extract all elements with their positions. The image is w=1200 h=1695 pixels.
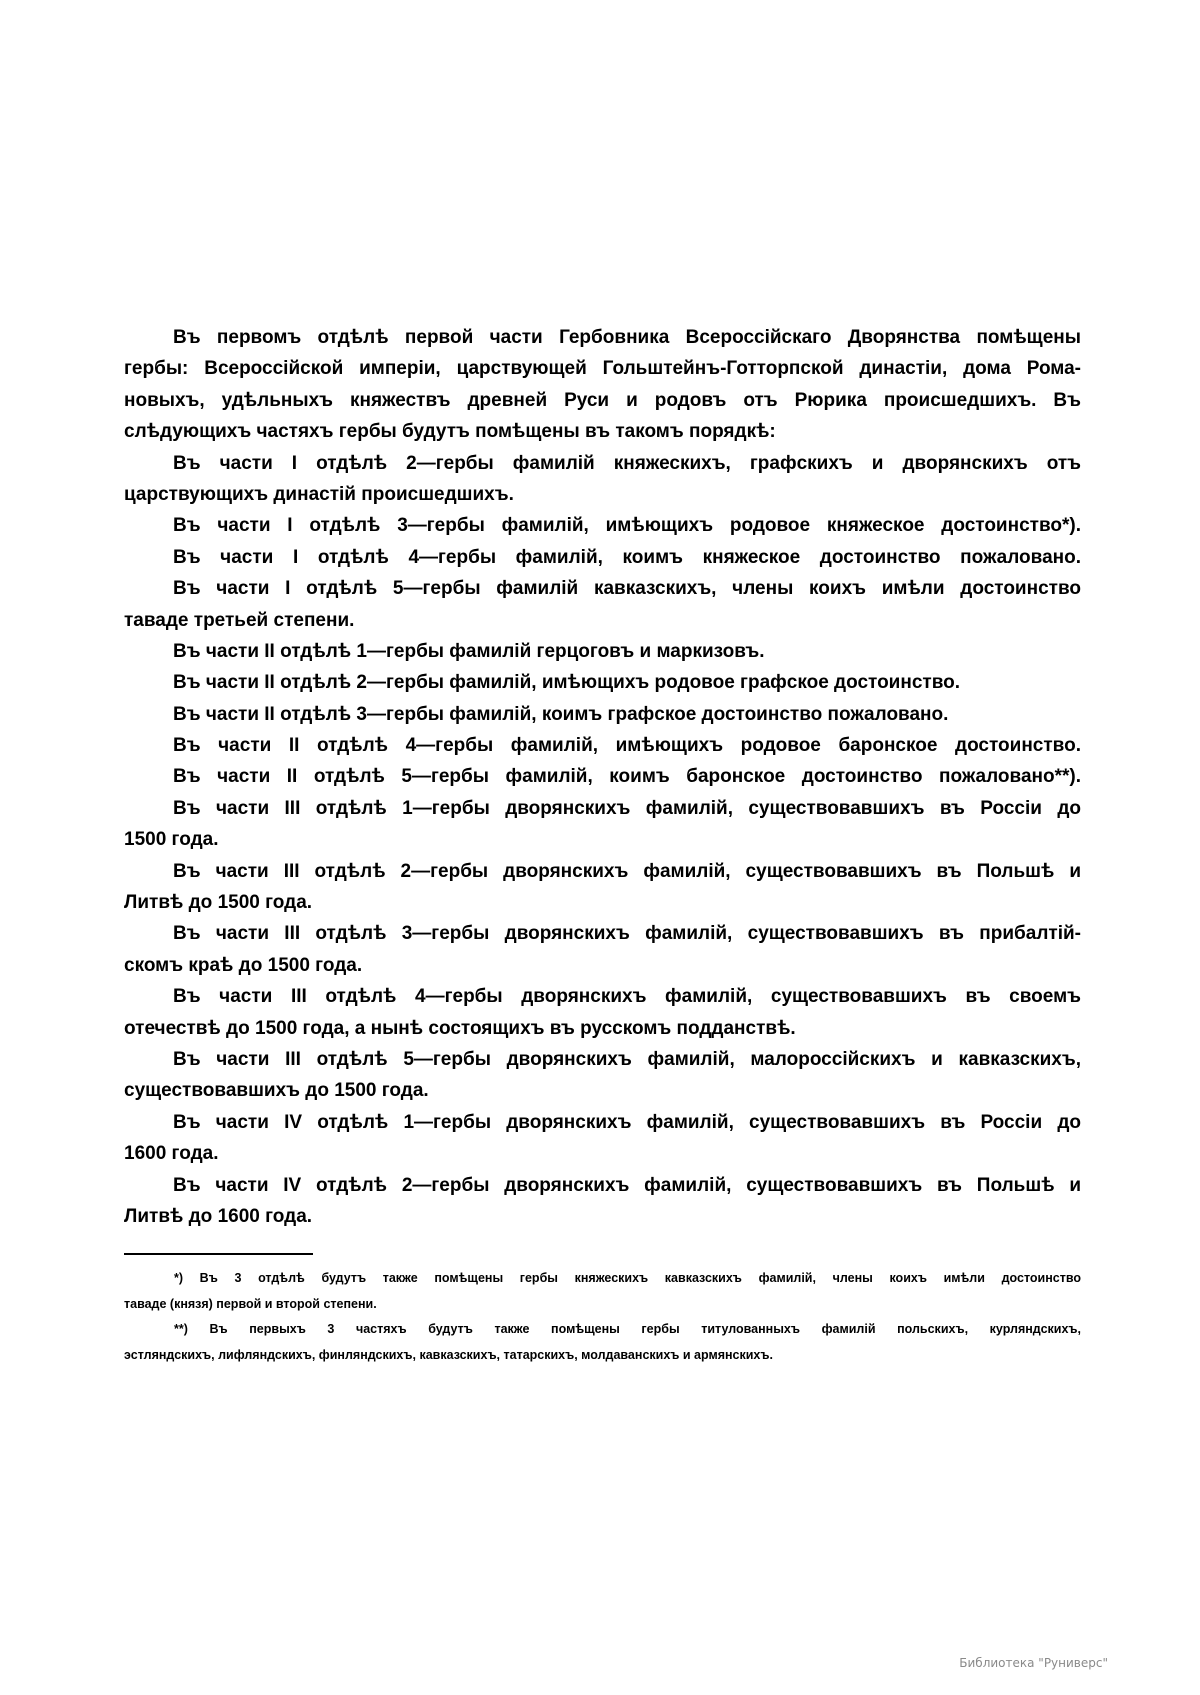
footnote-line: *) Въ 3 отдѣлѣ будутъ также помѣщены гербы княжескихъ кавказскихъ фамилій, члены коихъ имѣли достоинство [174, 1271, 1081, 1285]
text-line: 1600 года. [124, 1143, 219, 1165]
text-line: новыхъ, удѣльныхъ княжествъ древней Руси и родовъ отъ Рюрика происшедшихъ. Въ [124, 389, 1081, 411]
text-line: Въ части I отдѣлѣ 4—гербы фамилій, коимъ княжеское достоинство пожаловано. [173, 546, 1081, 568]
text-line: Въ части III отдѣлѣ 2—гербы дворянскихъ фамилій, существовавшихъ въ Польшѣ и [173, 860, 1081, 882]
library-watermark: Библиотека "Руниверс" [959, 1656, 1108, 1670]
text-line: скомъ краѣ до 1500 года. [124, 954, 363, 976]
text-line: гербы: Всероссійской имперіи, царствующей Гольштейнъ-Готторпской династіи, дома Рома- [124, 358, 1081, 380]
text-line: Въ части III отдѣлѣ 3—гербы дворянскихъ фамилій, существовавшихъ въ прибалтій- [173, 923, 1081, 945]
text-line: Въ части III отдѣлѣ 5—гербы дворянскихъ фамилій, малороссійскихъ и кавказскихъ, [173, 1048, 1081, 1070]
text-line: Въ части III отдѣлѣ 1—гербы дворянскихъ фамилій, существовавшихъ въ Россіи до [173, 797, 1081, 819]
footnote-line: **) Въ первыхъ 3 частяхъ будутъ также помѣщены гербы титулованныхъ фамилій польскихъ, курляндскихъ, [174, 1322, 1081, 1336]
text-line: Въ части I отдѣлѣ 2—гербы фамилій княжескихъ, графскихъ и дворянскихъ отъ [173, 452, 1081, 474]
text-line: Въ части IV отдѣлѣ 1—гербы дворянскихъ фамилій, существовавшихъ въ Россіи до [173, 1111, 1081, 1133]
text-line: 1500 года. [124, 829, 219, 851]
text-line: Въ части IV отдѣлѣ 2—гербы дворянскихъ фамилій, существовавшихъ въ Польшѣ и [173, 1174, 1081, 1196]
text-line: Въ части II отдѣлѣ 1—гербы фамилій герцоговъ и маркизовъ. [173, 640, 765, 662]
text-line: Въ части II отдѣлѣ 5—гербы фамилій, коимъ баронское достоинство пожаловано**). [173, 766, 1081, 788]
text-line: слѣдующихъ частяхъ гербы будутъ помѣщены въ такомъ порядкѣ: [124, 421, 776, 443]
text-line: Въ части II отдѣлѣ 4—гербы фамилій, имѣющихъ родовое баронское достоинство. [173, 735, 1081, 757]
main-text [124, 322, 1081, 1232]
text-line: Въ части III отдѣлѣ 4—гербы дворянскихъ фамилій, существовавшихъ въ своемъ [173, 986, 1081, 1008]
text-line: Въ первомъ отдѣлѣ первой части Гербовника Всероссійскаго Дворянства помѣщены [173, 327, 1081, 348]
footnotes [124, 1266, 1081, 1368]
footnote-line: эстляндскихъ, лифляндскихъ, финляндскихъ, кавказскихъ, татарскихъ, молдаванскихъ и армянскихъ. [124, 1347, 773, 1362]
footnote-divider [124, 1253, 313, 1255]
text-line: Въ части II отдѣлѣ 2—гербы фамилій, имѣющихъ родовое графское достоинство. [173, 672, 961, 694]
text-line: царствующихъ династій происшедшихъ. [124, 483, 514, 505]
text-line: Литвѣ до 1500 года. [124, 892, 313, 914]
text-line: существовавшихъ до 1500 года. [124, 1080, 429, 1102]
text-line: таваде третьей степени. [124, 609, 355, 631]
footnote-line: таваде (князя) первой и второй степени. [124, 1296, 377, 1311]
text-line: Литвѣ до 1600 года. [124, 1205, 313, 1227]
text-line: Въ части I отдѣлѣ 5—гербы фамилій кавказскихъ, члены коихъ имѣли достоинство [173, 578, 1081, 600]
text-line: Въ части I отдѣлѣ 3—гербы фамилій, имѣющихъ родовое княжеское достоинство*). [173, 515, 1081, 537]
text-line: Въ части II отдѣлѣ 3—гербы фамилій, коимъ графское достоинство пожаловано. [173, 703, 949, 725]
text-line: отечествѣ до 1500 года, а нынѣ состоящихъ въ русскомъ подданствѣ. [124, 1017, 796, 1039]
